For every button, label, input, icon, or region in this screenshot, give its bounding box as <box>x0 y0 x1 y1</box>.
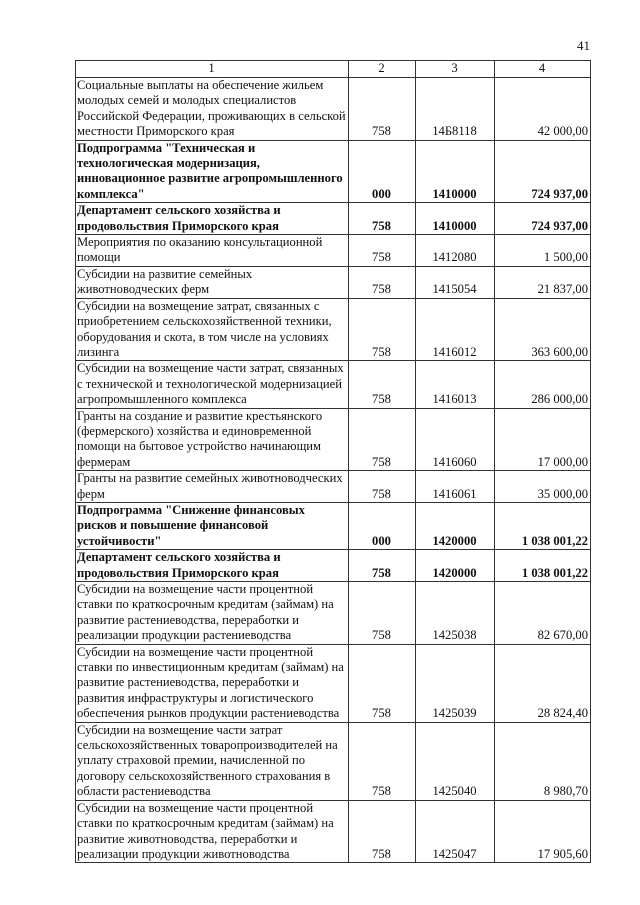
row-name: Социальные выплаты на обеспечение жильем молодых семей и молодых специалистов Российской Федерации, проживающих в сельской местности Приморского края <box>76 78 349 141</box>
row-grbs: 758 <box>349 203 416 235</box>
row-name: Субсидии на возмещение части затрат, связанных с технической и технологической модернизацией агропромышленного комплекса <box>76 361 349 408</box>
row-amount: 1 038 001,22 <box>495 502 591 549</box>
table-row <box>76 78 591 141</box>
table-row <box>76 203 591 235</box>
row-name: Субсидии на возмещение затрат, связанных с приобретением сельскохозяйственной техники, оборудования и скота, в том числе на условиях лизинга <box>76 298 349 361</box>
row-name: Подпрограмма "Техническая и технологическая модернизация, инновационное развитие агропромышленного комплекса" <box>76 140 349 203</box>
table-header-row <box>76 61 591 78</box>
budget-table <box>75 60 591 863</box>
row-amount: 42 000,00 <box>495 78 591 141</box>
table-row <box>76 266 591 298</box>
row-amount: 724 937,00 <box>495 203 591 235</box>
row-amount: 1 038 001,22 <box>495 550 591 582</box>
header-col-3: 3 <box>416 61 495 78</box>
row-grbs: 758 <box>349 722 416 800</box>
table-row <box>76 644 591 722</box>
row-csr: 1416012 <box>416 298 495 361</box>
row-csr: 1420000 <box>416 502 495 549</box>
row-amount: 17 905,60 <box>495 800 591 863</box>
table-row <box>76 140 591 203</box>
table-row <box>76 408 591 471</box>
row-grbs: 758 <box>349 266 416 298</box>
header-col-1: 1 <box>76 61 349 78</box>
row-csr: 1410000 <box>416 203 495 235</box>
header-col-2: 2 <box>349 61 416 78</box>
row-name: Субсидии на развитие семейных животноводческих ферм <box>76 266 349 298</box>
row-amount: 35 000,00 <box>495 471 591 503</box>
row-csr: 1410000 <box>416 140 495 203</box>
row-amount: 286 000,00 <box>495 361 591 408</box>
row-name: Субсидии на возмещение части затрат сельскохозяйственных товаропроизводителей на уплату страховой премии, начисленной по договору сельскохозяйственного страхования в области растениеводства <box>76 722 349 800</box>
row-grbs: 000 <box>349 140 416 203</box>
row-amount: 363 600,00 <box>495 298 591 361</box>
table-row <box>76 235 591 267</box>
row-amount: 17 000,00 <box>495 408 591 471</box>
row-grbs: 758 <box>349 582 416 645</box>
table-row <box>76 471 591 503</box>
row-name: Субсидии на возмещение части процентной ставки по краткосрочным кредитам (займам) на развитие животноводства, переработки и реализации продукции животноводства <box>76 800 349 863</box>
row-csr: 1415054 <box>416 266 495 298</box>
row-csr: 1416060 <box>416 408 495 471</box>
row-grbs: 758 <box>349 644 416 722</box>
row-csr: 1425040 <box>416 722 495 800</box>
row-grbs: 758 <box>349 298 416 361</box>
page-number: 41 <box>577 38 590 53</box>
row-amount: 82 670,00 <box>495 582 591 645</box>
row-grbs: 758 <box>349 235 416 267</box>
table-row <box>76 298 591 361</box>
row-grbs: 000 <box>349 502 416 549</box>
table-row <box>76 800 591 863</box>
row-grbs: 758 <box>349 800 416 863</box>
row-grbs: 758 <box>349 550 416 582</box>
row-name: Гранты на создание и развитие крестьянского (фермерского) хозяйства и единовременной помощи на бытовое устройство начинающим фермерам <box>76 408 349 471</box>
table-row <box>76 582 591 645</box>
table-row <box>76 502 591 549</box>
row-name: Субсидии на возмещение части процентной ставки по инвестиционным кредитам (займам) на развитие растениеводства, переработки и развития инфраструктуры и логистического обеспечения рынков продукции растениеводства <box>76 644 349 722</box>
row-csr: 1420000 <box>416 550 495 582</box>
row-csr: 1412080 <box>416 235 495 267</box>
row-name: Департамент сельского хозяйства и продовольствия Приморского края <box>76 203 349 235</box>
header-col-4: 4 <box>495 61 591 78</box>
row-csr: 1416061 <box>416 471 495 503</box>
row-csr: 1425047 <box>416 800 495 863</box>
table-row <box>76 550 591 582</box>
row-csr: 1425038 <box>416 582 495 645</box>
row-csr: 14Б8118 <box>416 78 495 141</box>
table-row <box>76 722 591 800</box>
row-name: Субсидии на возмещение части процентной ставки по краткосрочным кредитам (займам) на развитие растениеводства, переработки и реализации продукции растениеводства <box>76 582 349 645</box>
row-name: Подпрограмма "Снижение финансовых рисков и повышение финансовой устойчивости" <box>76 502 349 549</box>
row-grbs: 758 <box>349 78 416 141</box>
row-amount: 724 937,00 <box>495 140 591 203</box>
row-amount: 28 824,40 <box>495 644 591 722</box>
row-csr: 1425039 <box>416 644 495 722</box>
row-grbs: 758 <box>349 361 416 408</box>
row-amount: 21 837,00 <box>495 266 591 298</box>
row-name: Мероприятия по оказанию консультационной помощи <box>76 235 349 267</box>
row-amount: 8 980,70 <box>495 722 591 800</box>
row-grbs: 758 <box>349 408 416 471</box>
row-amount: 1 500,00 <box>495 235 591 267</box>
row-name: Гранты на развитие семейных животноводческих ферм <box>76 471 349 503</box>
row-csr: 1416013 <box>416 361 495 408</box>
row-name: Департамент сельского хозяйства и продовольствия Приморского края <box>76 550 349 582</box>
table-row <box>76 361 591 408</box>
row-grbs: 758 <box>349 471 416 503</box>
